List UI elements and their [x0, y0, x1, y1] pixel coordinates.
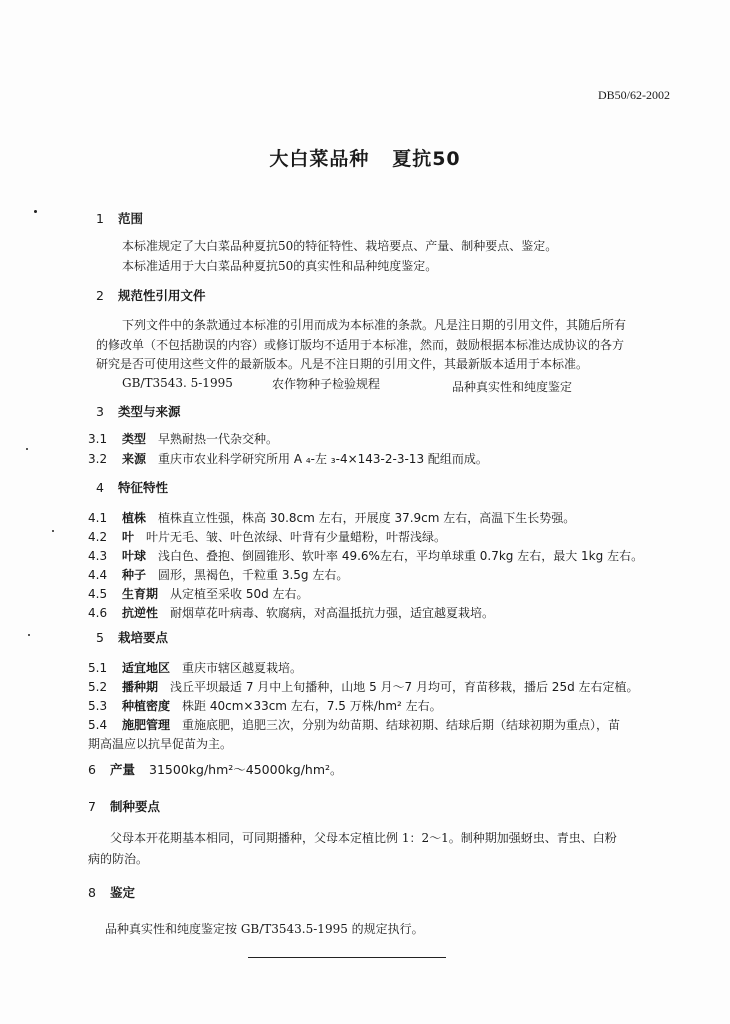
section-2-line-3: 研究是否可使用这些文件的最新版本。凡是不注日期的引用文件，其最新版本适用于本标准。: [96, 357, 589, 371]
item-4-2: [88, 528, 446, 545]
document-number: DB50/62-2002: [598, 88, 670, 102]
page-title: [0, 144, 730, 171]
item-text: 浅丘平坝最适 7 月中上旬播种，山地 5 月～7 月均可，育苗移栽，播后 25d 左右定植。: [170, 680, 639, 694]
section-1-line-1: 本标准规定了大白菜品种夏抗50的特征特性、栽培要点、产量、制种要点、鉴定。: [122, 239, 558, 253]
item-4-4: [88, 566, 348, 583]
item-text: 早熟耐热一代杂交种。: [158, 432, 279, 446]
item-5-2: [88, 678, 639, 695]
reference-scope: 品种真实性和纯度鉴定: [452, 380, 573, 394]
section-title: 类型与来源: [118, 404, 181, 419]
section-number: 4: [96, 480, 104, 495]
section-title: 特征特性: [118, 480, 169, 495]
item-4-3: [88, 547, 643, 564]
item-5-4: [88, 716, 620, 733]
section-number: 7: [88, 799, 96, 814]
item-number: 5.4: [88, 718, 108, 732]
item-name: 生育期: [122, 587, 159, 601]
section-6-heading: [88, 760, 343, 778]
item-text: 圆形，黑褐色，千粒重 3.5g 左右。: [158, 568, 349, 582]
item-4-5: [88, 585, 309, 602]
item-name: 叶: [122, 530, 135, 544]
item-text: 植株直立性强，株高 30.8cm 左右，开展度 37.9cm 左右，高温下生长势强。: [158, 511, 576, 525]
item-text: 叶片无毛、皱、叶色浓绿、叶背有少量蜡粉，叶帮浅绿。: [146, 530, 447, 544]
section-number: 1: [96, 211, 104, 226]
section-1-line-2: 本标准适用于大白菜品种夏抗50的真实性和品种纯度鉴定。: [122, 259, 438, 273]
item-number: 4.5: [88, 587, 108, 601]
section-title: 栽培要点: [118, 630, 169, 645]
reference-name: 农作物种子检验规程: [272, 377, 381, 391]
section-2-heading: [96, 286, 206, 304]
item-number: 4.3: [88, 549, 108, 563]
item-text: 重庆市农业科学研究所用 A ₄-左 ₃-4×143-2-3-13 配组而成。: [158, 452, 488, 466]
item-number: 5.3: [88, 699, 108, 713]
item-number: 5.2: [88, 680, 108, 694]
item-number: 3.1: [88, 432, 108, 446]
item-5-4-continuation: 期高温应以抗旱促苗为主。: [88, 737, 233, 751]
section-number: 2: [96, 288, 104, 303]
section-4-heading: [96, 478, 168, 496]
scan-speck: [34, 210, 37, 213]
section-8-heading: [88, 883, 135, 901]
item-name: 施肥管理: [122, 718, 171, 732]
section-7-heading: [88, 797, 160, 815]
item-text: 重庆市辖区越夏栽培。: [182, 661, 303, 675]
section-1-heading: [96, 209, 143, 227]
section-number: 5: [96, 630, 104, 645]
section-2-line-1: 下列文件中的条款通过本标准的引用而成为本标准的条款。凡是注日期的引用文件，其随后所有: [122, 318, 627, 332]
section-5-heading: [96, 628, 168, 646]
section-title: 鉴定: [110, 885, 136, 900]
item-number: 4.2: [88, 530, 108, 544]
item-name: 播种期: [122, 680, 159, 694]
item-name: 类型: [122, 432, 147, 446]
item-name: 植株: [122, 511, 147, 525]
item-name: 适宜地区: [122, 661, 171, 675]
scan-speck: [26, 448, 28, 450]
scan-speck: [28, 634, 30, 636]
scan-speck: [52, 530, 54, 532]
item-number: 4.4: [88, 568, 108, 582]
section-title: 规范性引用文件: [118, 288, 206, 303]
item-5-3: [88, 697, 442, 714]
item-text: 株距 40cm×33cm 左右，7.5 万株/hm² 左右。: [182, 699, 442, 713]
section-2-line-2: 的修改单（不包括勘误的内容）或修订版均不适用于本标准，然而，鼓励根据本标准达成协议的各方: [96, 338, 625, 352]
item-5-1: [88, 659, 302, 676]
item-text: 从定植至采收 50d 左右。: [170, 587, 309, 601]
item-3-1: [88, 430, 278, 447]
item-text: 重施底肥，追肥三次，分别为幼苗期、结球初期、结球后期（结球初期为重点），苗: [182, 718, 621, 732]
section-number: 6: [88, 762, 96, 777]
section-title: 范围: [118, 211, 144, 226]
item-name: 种子: [122, 568, 147, 582]
section-7-line-1: 父母本开花期基本相同，可同期播种，父母本定植比例 1：2～1。制种期加强蚜虫、青虫、白粉: [110, 831, 617, 845]
section-title: 制种要点: [110, 799, 161, 814]
title-variety: 夏抗50: [392, 148, 461, 170]
item-name: 来源: [122, 452, 147, 466]
item-name: 叶球: [122, 549, 147, 563]
item-text: 耐烟草花叶病毒、软腐病，对高温抵抗力强，适宜越夏栽培。: [170, 606, 495, 620]
item-4-1: [88, 509, 575, 526]
reference-code: GB/T3543. 5-1995: [122, 376, 233, 390]
item-number: 3.2: [88, 452, 108, 466]
title-main: 大白菜品种: [269, 148, 370, 170]
section-8-line-1: 品种真实性和纯度鉴定按 GB/T3543.5-1995 的规定执行。: [105, 922, 424, 936]
item-number: 5.1: [88, 661, 108, 675]
end-rule: [248, 957, 446, 958]
item-number: 4.6: [88, 606, 108, 620]
item-number: 4.1: [88, 511, 108, 525]
section-7-line-2: 病的防治。: [88, 852, 149, 866]
section-title: 产量: [110, 762, 136, 777]
section-3-heading: [96, 402, 181, 420]
item-name: 抗逆性: [122, 606, 159, 620]
section-6-text: 31500kg/hm²～45000kg/hm²。: [149, 762, 343, 777]
section-number: 3: [96, 404, 104, 419]
item-3-2: [88, 450, 488, 467]
item-name: 种植密度: [122, 699, 171, 713]
item-4-6: [88, 604, 494, 621]
section-number: 8: [88, 885, 96, 900]
item-text: 浅白色、叠抱、倒圆锥形、软叶率 49.6%左右，平均单球重 0.7kg 左右，最大 1kg 左右。: [158, 549, 644, 563]
